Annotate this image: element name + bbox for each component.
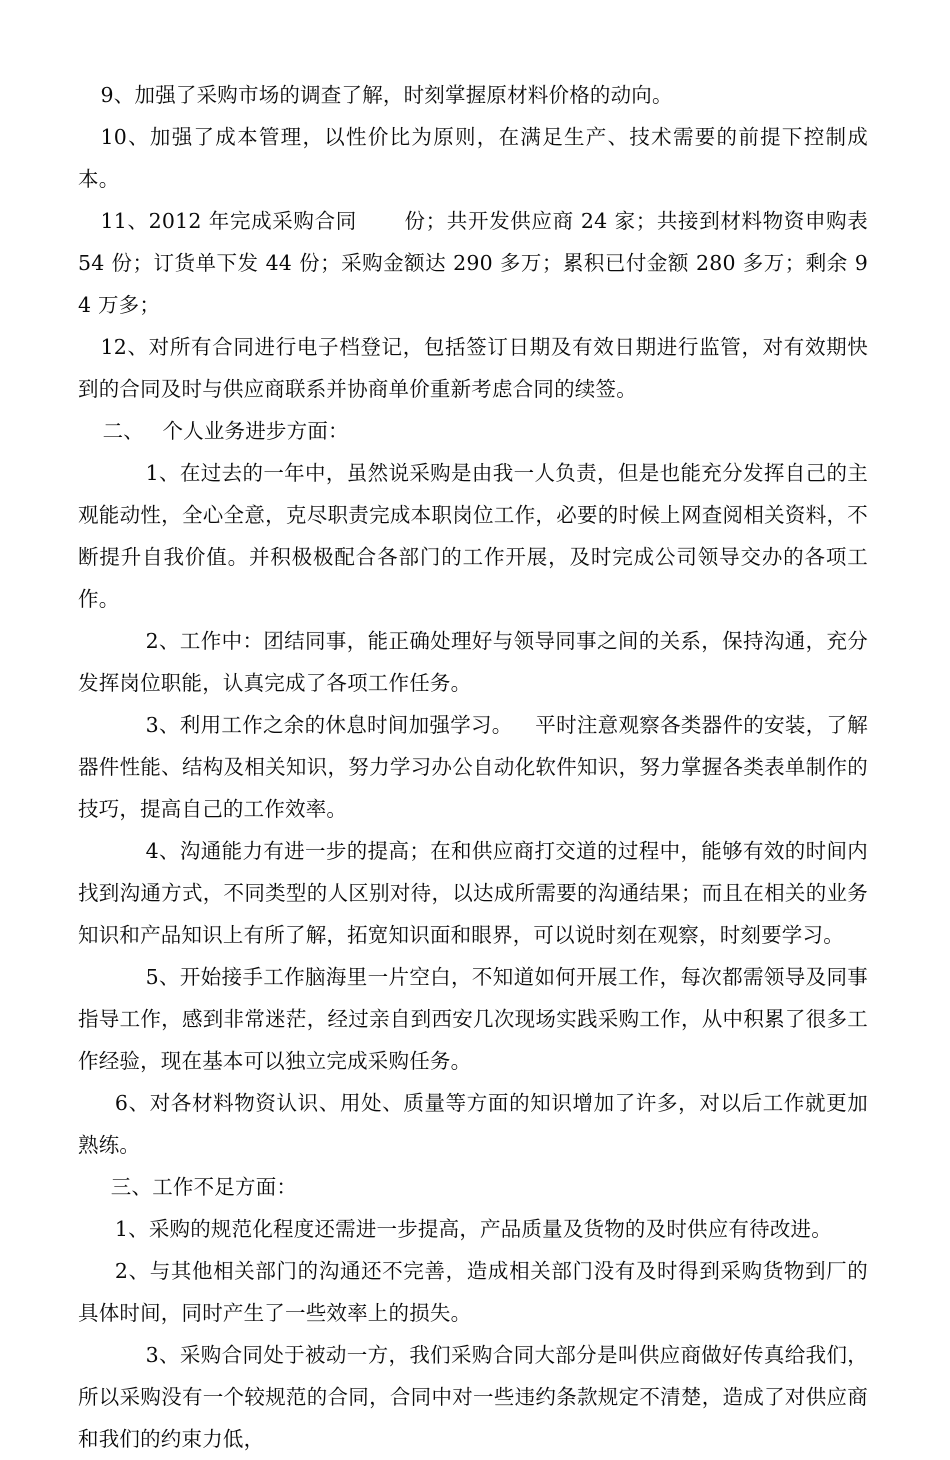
- list-item-sec2-2: 2、工作中：团结同事，能正确处理好与领导同事之间的关系，保持沟通，充分发挥岗位职能，认真完成了各项工作任务。: [78, 629, 868, 695]
- list-item-sec2-1: 1、在过去的一年中，虽然说采购是由我一人负责，但是也能充分发挥自己的主观能动性，全心全意，克尽职责完成本职岗位工作，必要的时候上网查阅相关资料，不断提升自我价值。并积极极配合各部门的工作开展，及时完成公司领导交办的各项工作。: [78, 461, 868, 611]
- document-body: [78, 74, 868, 1460]
- list-item-sec3-2: 2、与其他相关部门的沟通还不完善，造成相关部门没有及时得到采购货物到厂的具体时间，同时产生了一些效率上的损失。: [78, 1259, 868, 1325]
- list-item-sec2-4: 4、沟通能力有进一步的提高；在和供应商打交道的过程中，能够有效的时间内找到沟通方式，不同类型的人区别对待，以达成所需要的沟通结果；而且在相关的业务知识和产品知识上有所了解，拓宽知识面和眼界，可以说时刻在观察，时刻要学习。: [78, 839, 868, 947]
- list-item-10: 10、加强了成本管理，以性价比为原则，在满足生产、技术需要的前提下控制成本。: [78, 125, 868, 191]
- section-heading-two: [78, 410, 868, 452]
- section-heading-three: [78, 1166, 868, 1208]
- list-item-sec2-3-text-after: 平时注意观察各类器件的安装，了解器件性能、结构及相关知识，努力学习办公自动化软件知识，努力掌握各类表单制作的技巧，提高自己的工作效率。: [78, 713, 868, 821]
- section-heading-two-marker: 二、: [102, 419, 144, 443]
- section-heading-three-marker: 三、: [110, 1175, 153, 1199]
- list-item-11-text-before: 11、2012 年完成采购合同: [100, 209, 357, 233]
- list-item-sec2-6: 6、对各材料物资认识、用处、质量等方面的知识增加了许多，对以后工作就更加熟练。: [78, 1091, 868, 1157]
- list-item-sec2-3: [78, 704, 868, 830]
- list-item-12: 12、对所有合同进行电子档登记，包括签订日期及有效日期进行监管，对有效期快到的合同及时与供应商联系并协商单价重新考虑合同的续签。: [78, 335, 868, 401]
- list-item-sec3-1: 1、采购的规范化程度还需进一步提高，产品质量及货物的及时供应有待改进。: [114, 1217, 832, 1241]
- list-item-sec2-5: 5、开始接手工作脑海里一片空白，不知道如何开展工作，每次都需领导及同事指导工作，感到非常迷茫，经过亲自到西安几次现场实践采购工作，从中积累了很多工作经验，现在基本可以独立完成采购任务。: [78, 965, 868, 1073]
- list-item-11-text-after: 份；共开发供应商 24 家；共接到材料物资申购表 54 份；订货单下发 44 份；采购金额达 290 多万；累积已付金额 280 多万；剩余 94 万多；: [78, 209, 868, 317]
- list-item-09: 9、加强了采购市场的调查了解，时刻掌握原材料价格的动向。: [100, 83, 673, 107]
- section-heading-three-label: 工作不足方面：: [152, 1175, 298, 1199]
- list-item-sec2-3-text-before: 3、利用工作之余的休息时间加强学习。: [145, 713, 513, 737]
- list-item-11: [78, 200, 868, 326]
- section-heading-two-label: 个人业务进步方面：: [162, 419, 349, 443]
- list-item-sec3-3: 3、采购合同处于被动一方，我们采购合同大部分是叫供应商做好传真给我们，所以采购没有一个较规范的合同，合同中对一些违约条款规定不清楚，造成了对供应商和我们的约束力低，: [78, 1343, 868, 1451]
